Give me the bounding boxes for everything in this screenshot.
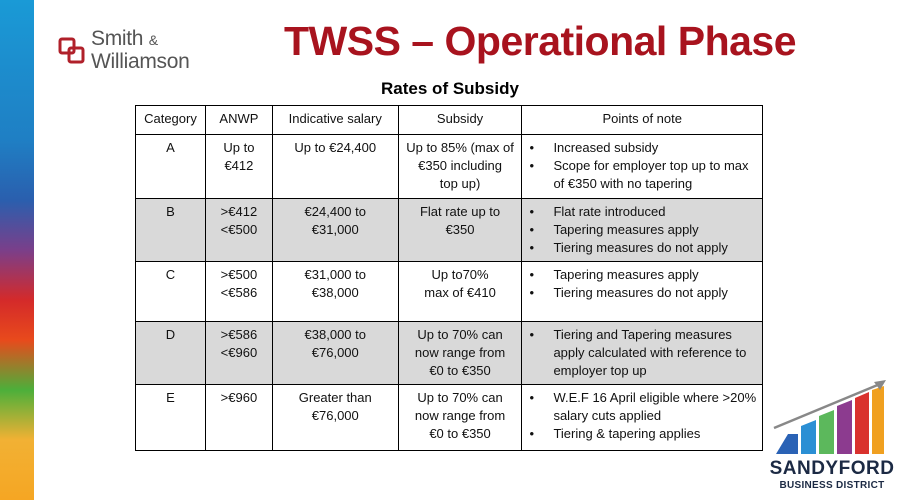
logo-line-1: Smith [91, 27, 144, 50]
table-row [136, 322, 763, 385]
cell-category: D [136, 322, 206, 385]
smith-williamson-mark-icon [57, 36, 87, 66]
rising-bars-arrow-icon [768, 376, 896, 456]
logo-line-2: Williamson [91, 50, 190, 73]
cell-notes [522, 262, 763, 322]
cell-line: €24,400 to [304, 204, 366, 219]
cell-line: Up to70% [431, 267, 489, 282]
header-indicative-salary: Indicative salary [272, 106, 398, 135]
cell-notes [522, 322, 763, 385]
table-row [136, 385, 763, 451]
header-category: Category [136, 106, 206, 135]
cell-line: €350 [445, 222, 475, 237]
note-item: • Increased subsidy [525, 139, 759, 157]
cell-salary [272, 262, 398, 322]
cell-line: €0 to €350 [429, 426, 491, 441]
table-row [136, 262, 763, 322]
cell-line: €0 to €350 [429, 363, 491, 378]
cell-line: <€960 [220, 345, 258, 360]
note-item: • Tiering measures do not apply [525, 284, 759, 302]
cell-line: >€412 [220, 204, 258, 219]
cell-line: <€500 [220, 222, 258, 237]
cell-line: now range from [414, 408, 506, 423]
cell-anwp [205, 385, 272, 451]
cell-category: C [136, 262, 206, 322]
cell-line: <€586 [220, 285, 258, 300]
note-item: • Flat rate introduced [525, 203, 759, 221]
subsidy-rates-table [135, 105, 763, 451]
cell-subsidy [398, 135, 522, 199]
page-title: TWSS – Operational Phase [283, 18, 797, 64]
cell-subsidy [398, 199, 522, 262]
sbd-tagline: BUSINESS DISTRICT [779, 480, 885, 491]
cell-category: B [136, 199, 206, 262]
cell-notes [522, 199, 763, 262]
cell-salary [272, 322, 398, 385]
note-item: • Tiering measures do not apply [525, 239, 759, 257]
cell-anwp [205, 199, 272, 262]
cell-line: Greater than [298, 390, 372, 405]
cell-line: max of €410 [424, 285, 496, 300]
cell-line: €31,000 to [304, 267, 366, 282]
cell-line: >€960 [220, 390, 258, 405]
cell-category: A [136, 135, 206, 199]
cell-line: €350 including [418, 158, 502, 173]
cell-notes [522, 385, 763, 451]
cell-line: Up to 70% can [417, 327, 503, 342]
note-item: • Tiering and Tapering measures apply calculated with reference to employer top up [525, 326, 759, 380]
cell-salary [272, 199, 398, 262]
decorative-side-stripe [0, 0, 34, 500]
cell-line: >€500 [220, 267, 258, 282]
smith-williamson-logo [57, 28, 207, 74]
cell-anwp [205, 322, 272, 385]
cell-line: €76,000 [311, 408, 359, 423]
sandyford-business-district-logo [768, 376, 896, 494]
cell-line: Up to [223, 140, 255, 155]
cell-category: E [136, 385, 206, 451]
cell-line: €38,000 to [304, 327, 366, 342]
cell-line: €412 [224, 158, 254, 173]
note-item: • Scope for employer top up to max of €350 with no tapering [525, 157, 759, 193]
cell-line: €76,000 [311, 345, 359, 360]
sbd-name: SANDYFORD [769, 458, 895, 479]
cell-notes [522, 135, 763, 199]
header-points-of-note: Points of note [522, 106, 763, 135]
cell-line: €38,000 [311, 285, 359, 300]
table-row [136, 135, 763, 199]
note-item: • Tapering measures apply [525, 221, 759, 239]
cell-line: Up to 70% can [417, 390, 503, 405]
cell-salary [272, 385, 398, 451]
cell-salary [272, 135, 398, 199]
cell-line: Up to 85% (max of [406, 140, 514, 155]
header-anwp: ANWP [205, 106, 272, 135]
cell-anwp [205, 262, 272, 322]
cell-line: >€586 [220, 327, 258, 342]
cell-line: Flat rate up to [419, 204, 501, 219]
table-caption: Rates of Subsidy [381, 79, 519, 98]
note-item: • W.E.F 16 April eligible where >20% salary cuts applied [525, 389, 759, 425]
note-item: • Tapering measures apply [525, 266, 759, 284]
note-item: • Tiering & tapering applies [525, 425, 759, 443]
cell-line: now range from [414, 345, 506, 360]
table-row [136, 199, 763, 262]
cell-anwp [205, 135, 272, 199]
table-header-row [136, 106, 763, 135]
header-subsidy: Subsidy [398, 106, 522, 135]
cell-line: top up) [439, 176, 481, 191]
cell-line: €31,000 [311, 222, 359, 237]
logo-amp: & [148, 32, 158, 48]
cell-subsidy [398, 385, 522, 451]
cell-line: Up to €24,400 [294, 140, 377, 155]
cell-subsidy [398, 322, 522, 385]
cell-subsidy [398, 262, 522, 322]
